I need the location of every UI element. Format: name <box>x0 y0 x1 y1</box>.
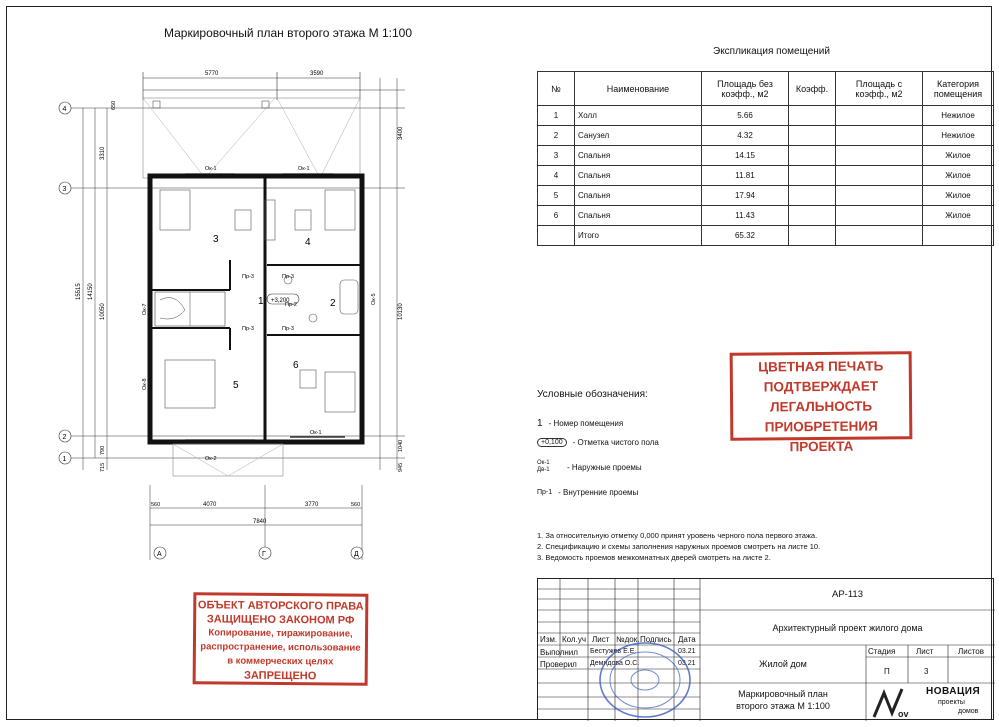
legend-text-int: - Внутренние проемы <box>558 488 639 497</box>
table-row <box>538 106 994 126</box>
cell-area: 65.32 <box>702 226 789 246</box>
legality-stamp <box>730 351 913 455</box>
cell-n: 5 <box>538 186 575 206</box>
cell-cat: Жилое <box>923 206 994 226</box>
cell-name: Итого <box>575 226 702 246</box>
tb-sheet-label: Лист <box>916 647 934 656</box>
dim-right-d: 945 <box>398 462 404 472</box>
legend-text-room: - Номер помещения <box>548 419 624 428</box>
copyright-line-4: распространение, использование <box>200 641 361 654</box>
cell-area_k <box>836 146 923 166</box>
dim-left-d: 715 <box>100 462 106 472</box>
cell-k <box>789 166 836 186</box>
legend-symbol-level: +0,100 <box>537 438 567 447</box>
tb-code: АР-113 <box>832 589 863 600</box>
tb-project: Архитектурный проект жилого дома <box>772 623 923 633</box>
legend-item-int <box>537 488 638 497</box>
dim-left-top: 650 <box>111 100 117 110</box>
tb-object: Жилой дом <box>759 659 807 669</box>
cell-area: 11.81 <box>702 166 789 186</box>
tb-sheet-title-1: Маркировочный план <box>738 689 828 699</box>
copyright-line-1: ОБЪЕКТ АВТОРСКОГО ПРАВА <box>197 599 364 613</box>
cell-area_k <box>836 106 923 126</box>
table-row <box>538 126 994 146</box>
window-label-8: Ок-8 <box>142 378 148 390</box>
axis-4: 4 <box>62 106 67 113</box>
dim-bottom-small-1: 560 <box>151 502 161 508</box>
door-label-2: Пр-3 <box>282 274 294 280</box>
note-2: 2. Спецификацию и схемы заполнения наружных проемов смотреть на листе 10. <box>537 542 821 551</box>
cell-area_k <box>836 126 923 146</box>
tb-col-izm: Изм. <box>540 635 558 644</box>
door-label-1: Пр-3 <box>242 274 254 280</box>
room-3: 3 <box>213 234 219 245</box>
window-label-5: Ок-5 <box>371 293 377 305</box>
dim-left-inner: 14150 <box>88 283 94 300</box>
table-row <box>538 226 994 246</box>
copyright-line-6: ЗАПРЕЩЕНО <box>243 669 317 683</box>
legend-item-ext <box>537 460 642 474</box>
cell-name: Спальня <box>575 186 702 206</box>
dim-left-b: 10050 <box>100 303 106 320</box>
copyright-line-3: Копирование, тиражирование, <box>208 627 353 640</box>
cell-cat: Жилое <box>923 146 994 166</box>
tb-name-1: Бестужев Е.Е. <box>590 648 637 655</box>
cell-k <box>789 126 836 146</box>
dim-bottom-1: 4070 <box>203 502 217 508</box>
tb-stage: П <box>884 667 890 676</box>
svg-text:ov: ov <box>898 709 909 719</box>
blue-seal-icon <box>597 640 693 720</box>
cell-n: 1 <box>538 106 575 126</box>
dim-left-a: 3310 <box>100 146 106 160</box>
window-label-2: Ок-1 <box>298 166 310 172</box>
cell-k <box>789 106 836 126</box>
legend-text-level: - Отметка чистого пола <box>572 438 659 447</box>
cell-area_k <box>836 206 923 226</box>
col-num: № <box>538 72 575 106</box>
tb-sheet: 3 <box>924 667 929 676</box>
col-coef: Коэфф. <box>789 72 836 106</box>
cell-name: Санузел <box>575 126 702 146</box>
room-1: 1 <box>258 296 264 307</box>
cell-k <box>789 226 836 246</box>
note-1: 1. За относительную отметку 0,000 принят уровень черного пола первого этажа. <box>537 531 818 540</box>
dim-bottom-small-2: 560 <box>351 502 361 508</box>
legend-item-level <box>537 438 659 447</box>
window-label-1: Ок-1 <box>205 166 217 172</box>
window-label-7: Ок-7 <box>142 303 148 315</box>
tb-col-doc: №док. <box>616 635 640 644</box>
dim-left-c: 790 <box>100 445 106 455</box>
company-logo-icon <box>872 685 912 719</box>
tb-date-2: 03.21 <box>678 660 696 667</box>
tb-role-1: Выполнил <box>540 648 578 657</box>
dim-bottom-2: 3770 <box>305 502 319 508</box>
cell-cat: Жилое <box>923 186 994 206</box>
cell-name: Спальня <box>575 206 702 226</box>
cell-cat: Нежилое <box>923 106 994 126</box>
legend-title: Условные обозначения: <box>537 389 648 400</box>
tb-role-2: Проверил <box>540 660 577 669</box>
dim-top-2: 3590 <box>310 71 324 77</box>
cell-area: 14.15 <box>702 146 789 166</box>
cell-name: Спальня <box>575 146 702 166</box>
axis-3: 3 <box>62 186 67 193</box>
tb-name-2: Демидова О.С. <box>590 660 640 667</box>
cell-n <box>538 226 575 246</box>
cell-k <box>789 146 836 166</box>
copyright-stamp <box>193 592 369 686</box>
tb-col-list: Лист <box>592 635 610 644</box>
axis-2: 2 <box>62 434 67 441</box>
table-row <box>538 146 994 166</box>
floor-plan <box>55 60 415 560</box>
explication-table <box>537 71 994 246</box>
logo-sub-1: проекты <box>938 699 965 706</box>
legend-symbol-room: 1 <box>537 418 543 429</box>
cell-cat: Жилое <box>923 166 994 186</box>
cell-name: Холл <box>575 106 702 126</box>
table-row <box>538 186 994 206</box>
door-label-3: Пр-3 <box>242 326 254 332</box>
legality-line-1: ЦВЕТНАЯ ПЕЧАТЬ <box>758 358 884 375</box>
legend-text-ext: - Наружные проемы <box>567 462 642 472</box>
col-category: Категория помещения <box>923 72 994 106</box>
legend-item-room <box>537 418 623 429</box>
cell-cat: Нежилое <box>923 126 994 146</box>
cell-n: 3 <box>538 146 575 166</box>
col-name: Наименование <box>575 72 702 106</box>
axis-g: Г <box>262 551 266 558</box>
cell-n: 4 <box>538 166 575 186</box>
axis-1: 1 <box>62 456 67 463</box>
cell-area: 5.66 <box>702 106 789 126</box>
cell-area_k <box>836 166 923 186</box>
note-3: 3. Ведомость проемов межкомнатных дверей смотреть на листе 2. <box>537 553 771 562</box>
notes <box>537 530 820 563</box>
level-mark: +3,200 <box>271 298 290 304</box>
tb-col-kol: Кол.уч <box>562 635 586 644</box>
tb-date-1: 03.21 <box>678 648 696 655</box>
room-5: 5 <box>233 380 239 391</box>
legend-symbol-ext: Ок-1 Дв-1 <box>537 460 550 473</box>
cell-name: Спальня <box>575 166 702 186</box>
table-row <box>538 166 994 186</box>
tb-sheets-label: Листов <box>958 647 984 656</box>
cell-k <box>789 206 836 226</box>
plan-title: Маркировочный план второго этажа М 1:100 <box>164 26 413 40</box>
legend-symbol-int: Пр-1 <box>537 489 553 496</box>
legality-line-2: ПОДТВЕРЖДАЕТ <box>763 378 879 395</box>
axis-a: А <box>157 551 162 558</box>
cell-n: 2 <box>538 126 575 146</box>
room-4: 4 <box>305 237 311 248</box>
dim-right-b: 10130 <box>398 303 404 320</box>
copyright-line-5: в коммерческих целях <box>227 655 334 668</box>
axis-d: Д <box>354 551 359 558</box>
cell-area: 11.43 <box>702 206 789 226</box>
explication-title: Экспликация помещений <box>713 46 830 57</box>
cell-n: 6 <box>538 206 575 226</box>
tb-sheet-title-2: второго этажа М 1:100 <box>736 701 830 711</box>
dim-right-a: 3400 <box>398 126 404 140</box>
window-label-3: Ок-2 <box>205 456 217 462</box>
tb-col-date: Дата <box>678 635 696 644</box>
dim-bottom-total: 7840 <box>253 519 267 525</box>
tb-col-sign: Подпись <box>640 635 672 644</box>
dim-top-1: 5770 <box>205 71 219 77</box>
copyright-line-2: ЗАЩИЩЕНО ЗАКОНОМ РФ <box>206 613 355 627</box>
dim-left-outer: 15515 <box>76 283 82 300</box>
dim-right-c: 1040 <box>398 439 404 452</box>
room-2: 2 <box>330 298 336 309</box>
window-label-4: Ок-1 <box>310 430 322 436</box>
door-label-5: Пр-2 <box>285 302 297 308</box>
logo-sub-2: домов <box>958 708 979 715</box>
logo-name: НОВАЦИЯ <box>926 686 981 697</box>
col-area: Площадь без коэфф., м2 <box>702 72 789 106</box>
room-6: 6 <box>293 360 299 371</box>
cell-k <box>789 186 836 206</box>
cell-area: 4.32 <box>702 126 789 146</box>
cell-cat <box>923 226 994 246</box>
legality-line-4: ПРИОБРЕТЕНИЯ ПРОЕКТА <box>764 418 878 455</box>
legality-line-3: ЛЕГАЛЬНОСТЬ <box>770 398 873 415</box>
cell-area: 17.94 <box>702 186 789 206</box>
tb-stage-label: Стадия <box>868 647 896 656</box>
cell-area_k <box>836 186 923 206</box>
col-area-k: Площадь с коэфф., м2 <box>836 72 923 106</box>
cell-area_k <box>836 226 923 246</box>
table-row <box>538 206 994 226</box>
door-label-4: Пр-3 <box>282 326 294 332</box>
